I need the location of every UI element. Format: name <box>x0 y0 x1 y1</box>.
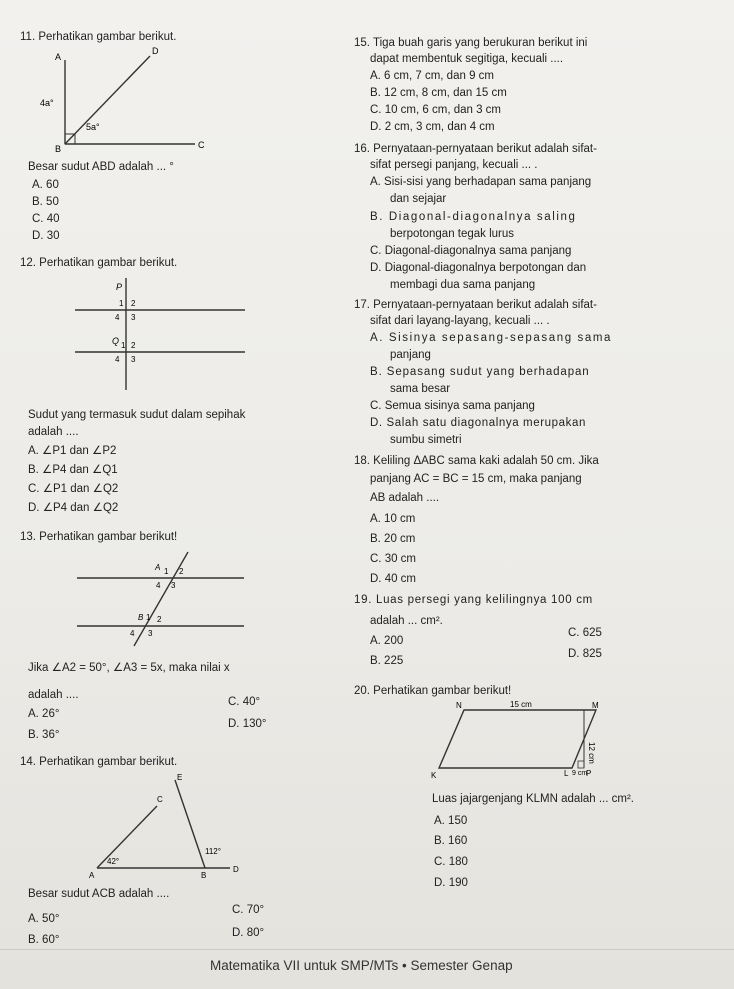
q11-question: Besar sudut ABD adalah ... ° <box>28 161 174 173</box>
q11-label-b: B <box>55 144 62 154</box>
q17-option-d-line1: D. Salah satu diagonalnya merupakan <box>370 417 586 429</box>
q14-label-a: A <box>89 871 95 880</box>
q14-option-b: B. 60° <box>28 934 60 946</box>
q13-b2: 2 <box>157 615 162 624</box>
q14-label-b: B <box>201 871 207 880</box>
q14-option-a: A. 50° <box>28 913 60 925</box>
q20-top-length: 15 cm <box>510 700 532 709</box>
q14-angle-a: 42° <box>107 857 120 866</box>
q20-parallelogram <box>439 710 596 768</box>
q11-label-c: C <box>198 140 205 150</box>
q19-option-d: D. 825 <box>568 648 602 660</box>
q14-angle-b: 112° <box>205 847 221 856</box>
q16-option-b-line2: berpotongan tegak lurus <box>390 228 515 240</box>
q15-stem-line1: 15. Tiga buah garis yang berukuran berikut ini <box>354 37 588 49</box>
q13-label-b: B <box>138 613 144 622</box>
q13-a4: 4 <box>156 581 161 590</box>
q20-label-p: P <box>586 769 592 778</box>
q15-option-d: D. 2 cm, 3 cm, dan 4 cm <box>370 121 495 133</box>
q13-question-line2: adalah .... <box>28 689 79 701</box>
q12-option-c: C. ∠P1 dan ∠Q2 <box>28 483 119 495</box>
q20-label-l: L <box>564 769 569 778</box>
q17-option-a-line2: panjang <box>390 349 431 361</box>
q14-label-d: D <box>233 865 239 874</box>
q18-stem-line2: panjang AC = BC = 15 cm, maka panjang <box>370 473 582 485</box>
q11-stem: 11. Perhatikan gambar berikut. <box>20 31 177 43</box>
q12-p4: 4 <box>115 313 120 322</box>
q13-question-line1: Jika ∠A2 = 50°, ∠A3 = 5x, maka nilai x <box>28 662 230 674</box>
q16-option-d-line2: membagi dua sama panjang <box>390 279 536 291</box>
q11-option-c: C. 40 <box>32 213 60 225</box>
q13-label-a: A <box>155 563 161 572</box>
q20-right-angle <box>578 761 584 768</box>
q12-q2: 2 <box>131 341 136 350</box>
q18-stem-line1: 18. Keliling ΔABC sama kaki adalah 50 cm. Jika <box>354 455 599 467</box>
q14-label-c: C <box>157 795 163 804</box>
q12-q1: 1 <box>121 341 126 350</box>
footer-divider <box>0 949 734 950</box>
q12-question-line2: adalah .... <box>28 426 79 438</box>
q16-option-a-line2: dan sejajar <box>390 193 447 205</box>
q20-option-a: A. 150 <box>434 815 468 827</box>
q17-option-b-line2: sama besar <box>390 383 451 395</box>
q17-stem-line1: 17. Pernyataan-pernyataan berikut adalah sifat- <box>354 299 597 311</box>
q13-b4: 4 <box>130 629 135 638</box>
q18-option-d: D. 40 cm <box>370 573 417 585</box>
q12-option-a: A. ∠P1 dan ∠P2 <box>28 445 117 457</box>
q11-ray-bd <box>65 56 150 144</box>
q20-stem: 20. Perhatikan gambar berikut! <box>354 685 512 697</box>
q12-p3: 3 <box>131 313 136 322</box>
q16-stem-line2: sifat persegi panjang, kecuali ... . <box>370 159 538 171</box>
q20-option-b: B. 160 <box>434 835 468 847</box>
q12-q3: 3 <box>131 355 136 364</box>
q20-bottom-length: 9 cm <box>572 770 588 777</box>
q20-option-d: D. 190 <box>434 877 468 889</box>
q13-figure <box>72 550 248 650</box>
q17-option-d-line2: sumbu simetri <box>390 434 462 446</box>
q18-stem-line3: AB adalah .... <box>370 492 440 504</box>
q20-label-k: K <box>431 771 437 780</box>
q12-option-b: B. ∠P4 dan ∠Q1 <box>28 464 118 476</box>
q19-option-b: B. 225 <box>370 655 404 667</box>
q11-angle-4a: 4a° <box>40 98 54 108</box>
q13-option-a: A. 26° <box>28 708 60 720</box>
q16-option-a-line1: A. Sisi-sisi yang berhadapan sama panjang <box>370 176 592 188</box>
q16-option-b-line1: B. Diagonal-diagonalnya saling <box>370 211 577 223</box>
q11-angle-5a: 5a° <box>86 122 100 132</box>
q20-side-length: 12 cm <box>587 742 596 764</box>
q15-option-c: C. 10 cm, 6 cm, dan 3 cm <box>370 104 502 116</box>
q13-b3: 3 <box>148 629 153 638</box>
q17-option-a-line1: A. Sisinya sepasang-sepasang sama <box>370 332 613 344</box>
q13-option-b: B. 36° <box>28 729 60 741</box>
q19-option-a: A. 200 <box>370 635 404 647</box>
q17-option-b-line1: B. Sepasang sudut yang berhadapan <box>370 366 590 378</box>
q16-option-c: C. Diagonal-diagonalnya sama panjang <box>370 245 572 257</box>
q14-label-e: E <box>177 773 183 782</box>
q11-option-b: B. 50 <box>32 196 59 208</box>
q14-question: Besar sudut ACB adalah .... <box>28 888 170 900</box>
q12-option-d: D. ∠P4 dan ∠Q2 <box>28 502 119 514</box>
q20-question: Luas jajargenjang KLMN adalah ... cm². <box>432 793 634 805</box>
q16-option-d-line1: D. Diagonal-diagonalnya berpotongan dan <box>370 262 587 274</box>
q13-a3: 3 <box>171 581 176 590</box>
q12-q4: 4 <box>115 355 120 364</box>
q12-figure <box>70 270 250 398</box>
q18-option-c: C. 30 cm <box>370 553 417 565</box>
q14-option-c: C. 70° <box>232 904 265 916</box>
q20-label-n: N <box>456 701 462 710</box>
q13-option-d: D. 130° <box>228 718 267 730</box>
q13-stem: 13. Perhatikan gambar berikut! <box>20 531 178 543</box>
q12-question-line1: Sudut yang termasuk sudut dalam sepihak <box>28 409 246 421</box>
q11-label-d: D <box>152 46 159 56</box>
footer-text: Matematika VII untuk SMP/MTs • Semester Genap <box>210 958 513 973</box>
q20-figure <box>414 698 604 780</box>
q14-side-ac <box>97 806 157 868</box>
q11-figure <box>30 44 220 156</box>
q11-option-d: D. 30 <box>32 230 60 242</box>
q20-label-m: M <box>592 701 599 710</box>
q12-stem: 12. Perhatikan gambar berikut. <box>20 257 178 269</box>
q18-option-a: A. 10 cm <box>370 513 416 525</box>
q18-option-b: B. 20 cm <box>370 533 416 545</box>
q11-option-a: A. 60 <box>32 179 59 191</box>
q15-option-a: A. 6 cm, 7 cm, dan 9 cm <box>370 70 494 82</box>
q13-option-c: C. 40° <box>228 696 261 708</box>
q17-stem-line2: sifat dari layang-layang, kecuali ... . <box>370 315 550 327</box>
q14-line-be <box>175 780 205 868</box>
q12-p1: 1 <box>119 299 124 308</box>
q13-b1: 1 <box>146 613 151 622</box>
q20-option-c: C. 180 <box>434 856 468 868</box>
q19-stem-line1: 19. Luas persegi yang kelilingnya 100 cm <box>354 594 593 606</box>
q14-figure <box>85 768 275 880</box>
q16-stem-line1: 16. Pernyataan-pernyataan berikut adalah sifat- <box>354 143 597 155</box>
q15-option-b: B. 12 cm, 8 cm, dan 15 cm <box>370 87 507 99</box>
q12-label-p: P <box>116 282 123 292</box>
q19-option-c: C. 625 <box>568 627 602 639</box>
q11-label-a: A <box>55 52 62 62</box>
q12-label-q: Q <box>112 336 120 346</box>
q14-stem: 14. Perhatikan gambar berikut. <box>20 756 178 768</box>
q15-stem-line2: dapat membentuk segitiga, kecuali .... <box>370 53 564 65</box>
q19-stem-line2: adalah ... cm². <box>370 615 443 627</box>
q14-option-d: D. 80° <box>232 927 265 939</box>
q12-p2: 2 <box>131 299 136 308</box>
q13-a1: 1 <box>164 567 169 576</box>
q13-a2: 2 <box>179 567 184 576</box>
q17-option-c: C. Semua sisinya sama panjang <box>370 400 535 412</box>
